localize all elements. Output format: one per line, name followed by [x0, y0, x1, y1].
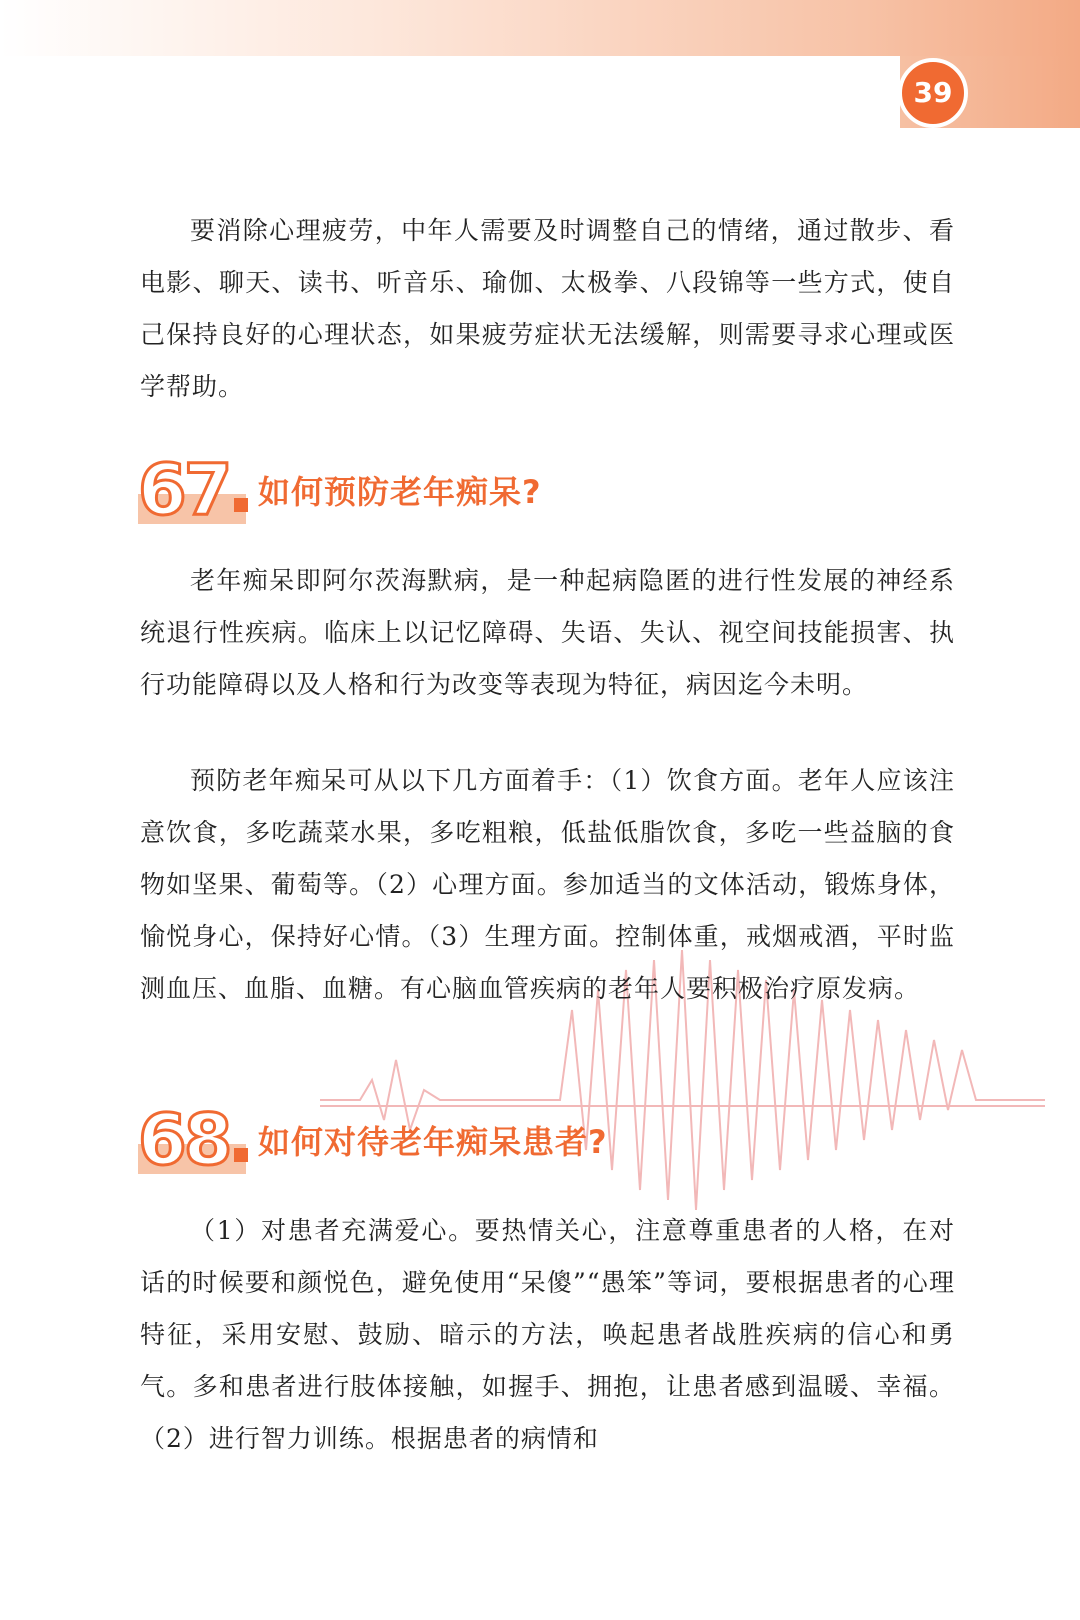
- section-67-paragraph-2: 预防老年痴呆可从以下几方面着手：（1）饮食方面。老年人应该注意饮食，多吃蔬菜水果，多吃粗粮，低盐低脂饮食，多吃一些益脑的食物如坚果、葡萄等。（2）心理方面。参加适当的文体活动，锻炼身体，愉悦身心，保持好心情。（3）生理方面。控制体重，戒烟戒酒，平时监测血压、血脂、血糖。有心脑血管疾病的老年人要积极治疗原发病。: [140, 766, 955, 1003]
- number-dot: [234, 1148, 248, 1162]
- page-number: 39: [898, 58, 968, 128]
- section-number-badge: [138, 1099, 246, 1181]
- section-number: 67: [138, 449, 230, 531]
- section-67-heading: [138, 449, 958, 531]
- section-68-heading: [138, 1099, 958, 1181]
- section-68-paragraph-1: （1）对患者充满爱心。要热情关心，注意尊重患者的人格，在对话的时候要和颜悦色，避免使用“呆傻”“愚笨”等词，要根据患者的心理特征，采用安慰、鼓励、暗示的方法，唤起患者战胜疾病的信心和勇气。多和患者进行肢体接触，如握手、拥抱，让患者感到温暖、幸福。（2）进行智力训练。根据患者的病情和: [140, 1216, 955, 1453]
- number-dot: [234, 498, 248, 512]
- section-67-paragraph-1: 老年痴呆即阿尔茨海默病，是一种起病隐匿的进行性发展的神经系统退行性疾病。临床上以记忆障碍、失语、失认、视空间技能损害、执行功能障碍以及人格和行为改变等表现为特征，病因迄今未明。: [140, 566, 955, 699]
- section-title: 如何对待老年痴呆患者?: [258, 1123, 608, 1161]
- section-number-badge: [138, 449, 246, 531]
- section-number: 68: [138, 1099, 230, 1181]
- intro-paragraph: 要消除心理疲劳，中年人需要及时调整自己的情绪，通过散步、看电影、聊天、读书、听音乐、瑜伽、太极拳、八段锦等一些方式，使自己保持良好的心理状态，如果疲劳症状无法缓解，则需要寻求心理或医学帮助。: [140, 216, 955, 401]
- section-title: 如何预防老年痴呆?: [258, 473, 542, 511]
